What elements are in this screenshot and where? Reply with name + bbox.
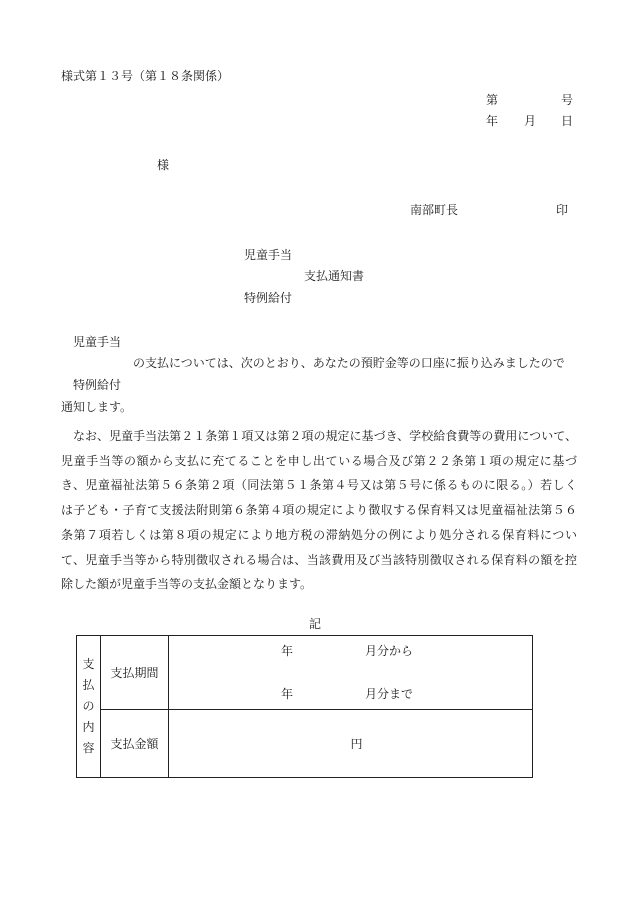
note-line: なお、児童手当法第２１条第１項又は第２項の規定に基づき、学校給食費等の費用について、 [73, 429, 577, 443]
notice-tail: 通知します。 [61, 400, 133, 414]
payment-amount-label: 支払金額 [101, 710, 169, 778]
date-day: 日 [561, 114, 574, 128]
title-option-upper: 児童手当 [244, 248, 293, 262]
note-line: て、児童手当等から特別徴収される場合は、当該費用及び当該特別徴収される保育料の額を控 [61, 552, 577, 567]
payment-period-label: 支払期間 [101, 636, 169, 710]
period-to-suffix: 月分まで [365, 687, 414, 701]
recipient-suffix: 様 [157, 158, 170, 172]
notice-option-lower: 特例給付 [73, 378, 122, 392]
ki-label: 記 [309, 617, 322, 631]
seal-mark: 印 [556, 203, 569, 217]
payment-period-cell [169, 636, 533, 710]
period-from-year: 年 [281, 644, 294, 658]
note-line: は子ども・子育て支援法附則第６条第４項の規定により徴収する保育料又は児童福祉法第５６ [61, 503, 577, 518]
payment-contents-header: 支 払 の 内 容 [77, 636, 101, 778]
date-year: 年 [486, 114, 499, 128]
note-line: 条第７項若しくは第８項の規定により地方税の滞納処分の例により処分される保育料につい [61, 527, 577, 542]
form-number: 様式第１３号（第１８条関係） [61, 69, 230, 83]
period-to-year: 年 [281, 687, 294, 701]
note-paragraph [61, 424, 577, 597]
payment-amount-cell [169, 710, 533, 778]
note-line: 児童手当等の額から支払に充てることを申し出ている場合及び第２２条第１項の規定に基づ [61, 453, 577, 468]
note-line: き、児童福祉法第５６条第２項（同法第５１条第４号又は第５号に係るものに限る。）若しく [61, 478, 577, 493]
notice-option-upper: 児童手当 [73, 335, 122, 349]
document-title: 支払通知書 [304, 269, 365, 283]
amount-unit: 円 [350, 737, 363, 751]
number-dai: 第 [486, 93, 499, 107]
note-line: 除した額が児童手当等の支払金額となります。 [61, 577, 313, 592]
notice-main-text: の支払については、次のとおり、あなたの預貯金等の口座に振り込みましたので [133, 356, 565, 370]
issuer-name: 南部町長 [410, 203, 459, 217]
number-go: 号 [561, 93, 574, 107]
date-month: 月 [524, 114, 537, 128]
payment-details-table [76, 635, 533, 778]
period-from-suffix: 月分から [365, 644, 414, 658]
title-option-lower: 特例給付 [244, 291, 293, 305]
